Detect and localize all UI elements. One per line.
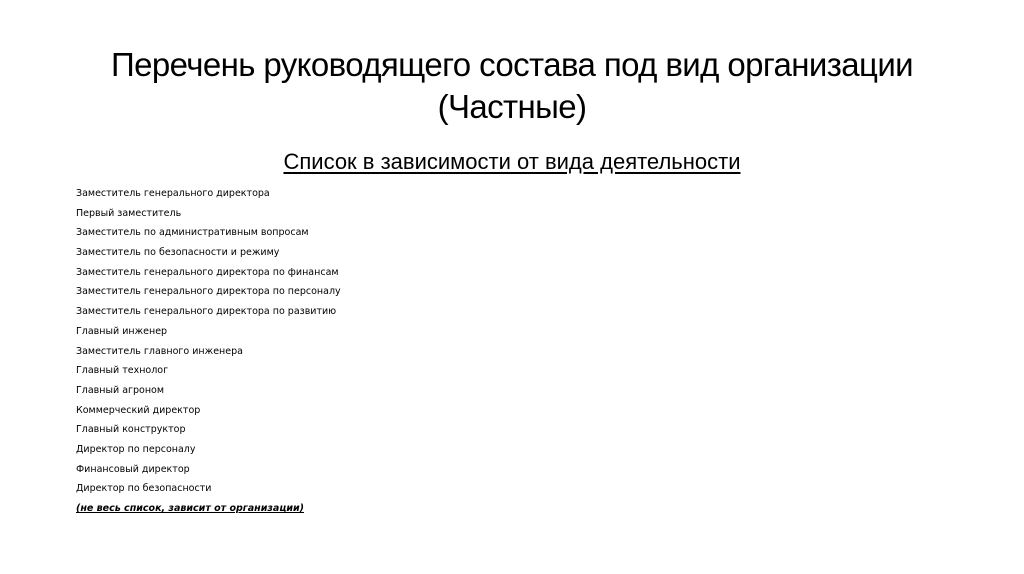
list-item: Заместитель по безопасности и режиму	[76, 247, 280, 259]
list-item: Главный агроном	[76, 384, 165, 396]
list-item: Заместитель по административным вопросам	[76, 227, 309, 239]
list-item: Заместитель главного инженера	[76, 345, 243, 357]
list-item: Заместитель генерального директора по персоналу	[76, 286, 341, 298]
list-item: Заместитель генерального директора по финансам	[76, 266, 339, 278]
list-note: (не весь список, зависит от организации)	[76, 503, 305, 514]
list-item: Заместитель генерального директора	[76, 188, 270, 199]
position-list	[76, 186, 341, 501]
list-item: Финансовый директор	[76, 463, 190, 475]
list-item: Главный конструктор	[76, 424, 186, 436]
list-item: Главный технолог	[76, 365, 169, 377]
list-item: Директор по безопасности	[76, 483, 212, 495]
slide-title-line-1: Перечень руководящего состава под вид организации	[110, 46, 914, 83]
slide-subtitle	[0, 147, 1024, 177]
list-item: Главный инженер	[76, 325, 168, 337]
slide-title-line-2: (Частные)	[437, 88, 587, 125]
list-item: Заместитель генерального директора по развитию	[76, 306, 337, 318]
subtitle-text: Список в зависимости от вида деятельности	[283, 149, 741, 174]
list-item: Директор по персоналу	[76, 443, 196, 455]
list-item: Коммерческий директор	[76, 404, 201, 416]
list-item: Первый заместитель	[76, 207, 182, 219]
slide-title	[60, 44, 964, 128]
